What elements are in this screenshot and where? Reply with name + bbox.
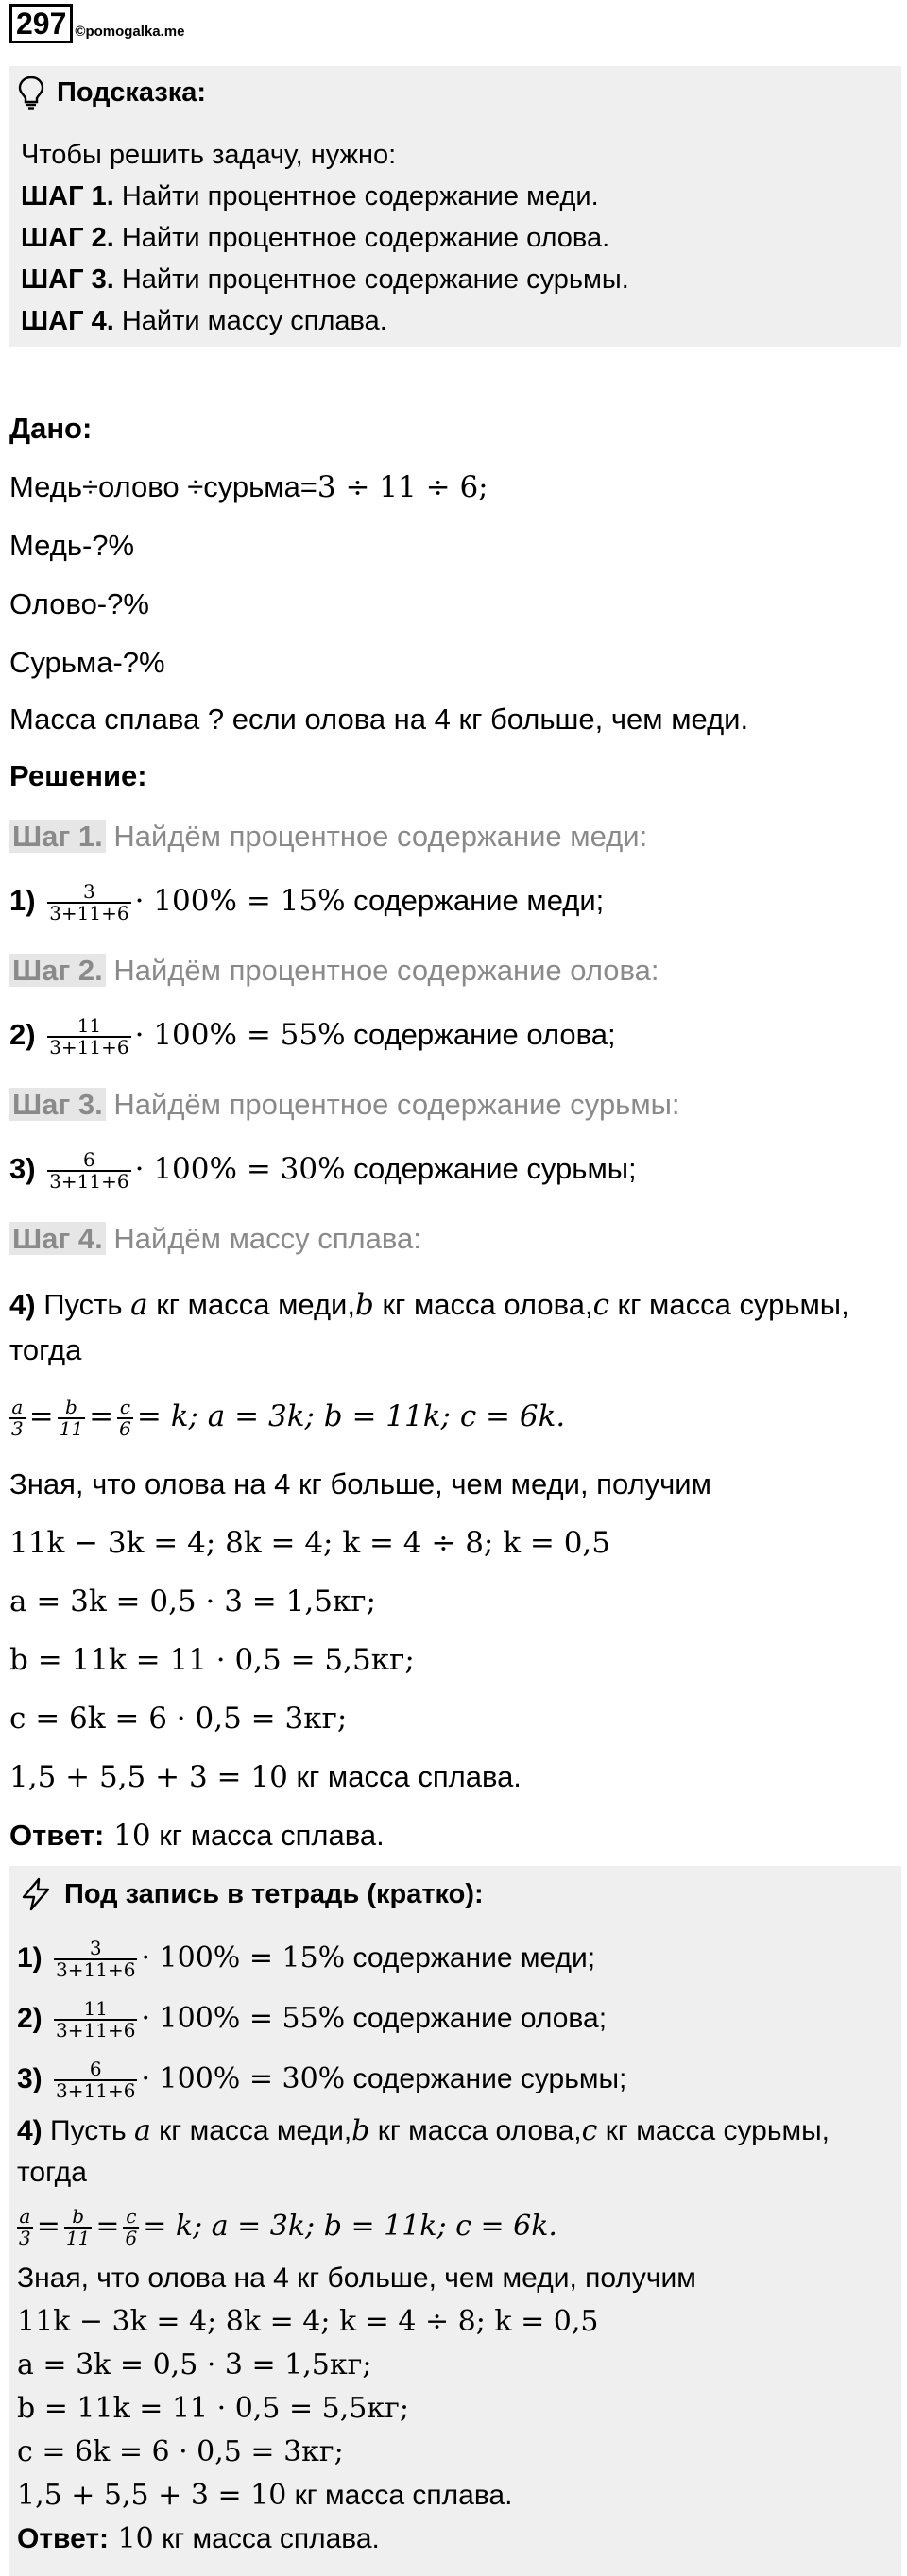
short-calc-1: 1) $\frac{3}{3+11+6}$ · 100% = 15% содержание меди; — [17, 1937, 596, 1982]
knowing-line: Зная, что олова на 4 кг больше, чем меди, получим — [9, 1467, 711, 1500]
calc-3: 3) $\frac{6}{3+11+6}$ · 100% = 30% содержание сурьмы; — [9, 1147, 637, 1193]
short-notes-box — [9, 1866, 901, 2576]
header — [9, 6, 184, 43]
short-equation-a: a = 3k = 0,5 · 3 = 1,5кг; — [17, 2348, 372, 2381]
given-line-antimony: Сурьма-?% — [9, 646, 165, 679]
solution-step-3: Шаг 3. Найдём процентное содержание сурьмы: — [9, 1086, 680, 1124]
equation-a: a = 3k = 0,5 · 3 = 1,5кг; — [9, 1585, 376, 1618]
calc-2: 2) $\frac{11}{3+11+6}$ · 100% = 55% содержание олова; — [9, 1013, 616, 1059]
short-calc-2: 2) $\frac{11}{3+11+6}$ · 100% = 55% содержание олова; — [17, 1997, 608, 2042]
hint-title-text: Подсказка: — [57, 76, 207, 108]
task-number: 297 — [9, 4, 73, 43]
hint-box — [9, 66, 901, 347]
short-equation-sum: 1,5 + 5,5 + 3 = 10 кг масса сплава. — [17, 2479, 513, 2512]
short-proportion: $\frac{a}{3}$ = $\frac{b}{11}$ = $\frac{c}{6}$ = k; a = 3k; b = 11k; c = 6k. — [19, 2205, 557, 2250]
given-question: Масса сплава ? если олова на 4 кг больше, чем меди. — [9, 703, 749, 736]
short-calc-3: 3) $\frac{6}{3+11+6}$ · 100% = 30% содержание сурьмы; — [17, 2058, 627, 2103]
given-line-tin: Олово-?% — [9, 587, 149, 620]
equation-c: c = 6k = 6 · 0,5 = 3кг; — [9, 1702, 348, 1736]
answer: Ответ: 10 кг масса сплава. — [9, 1819, 385, 1853]
hint-intro: Чтобы решить задачу, нужно: — [21, 140, 397, 170]
short-answer: Ответ: 10 кг масса сплава. — [17, 2522, 380, 2555]
equation-b: b = 11k = 11 · 0,5 = 5,5кг; — [9, 1643, 415, 1677]
solution-step-2: Шаг 2. Найдём процентное содержание олова: — [9, 952, 659, 990]
step4-line-1: 4) Пусть a кг масса меди,b кг масса олова,c кг масса сурьмы, — [9, 1288, 849, 1322]
hint-title — [17, 72, 206, 113]
short-equation-c: c = 6k = 6 · 0,5 = 3кг; — [17, 2435, 344, 2468]
short-notes-title: Под запись в тетрадь (кратко): — [19, 1873, 484, 1915]
step4-line-2: тогда — [9, 1333, 82, 1366]
lightning-icon — [19, 1877, 53, 1911]
short-knowing-line: Зная, что олова на 4 кг больше, чем меди, получим — [17, 2262, 696, 2294]
short-step4-line-2: тогда — [17, 2157, 87, 2188]
solution-step-4: Шаг 4. Найдём массу сплава: — [9, 1220, 421, 1258]
given-title: Дано: — [9, 412, 93, 445]
hint-step-2: ШАГ 2. Найти процентное содержание олова. — [21, 223, 610, 253]
solution-title: Решение: — [9, 759, 147, 792]
short-equation-k: 11k − 3k = 4; 8k = 4; k = 4 ÷ 8; k = 0,5 — [17, 2305, 599, 2338]
hint-step-4: ШАГ 4. Найти массу сплава. — [21, 306, 387, 336]
equation-sum: 1,5 + 5,5 + 3 = 10 кг масса сплава. — [9, 1760, 522, 1794]
calc-1: 1) $\frac{3}{3+11+6}$ · 100% = 15% содержание меди; — [9, 879, 605, 924]
solution-step-1: Шаг 1. Найдём процентное содержание меди: — [9, 818, 647, 856]
hint-step-3: ШАГ 3. Найти процентное содержание сурьмы. — [21, 264, 629, 295]
lightbulb-icon — [17, 75, 45, 110]
site-name: ©pomogalka.me — [75, 24, 185, 40]
hint-step-1: ШАГ 1. Найти процентное содержание меди. — [21, 181, 599, 212]
given-line-copper: Медь-?% — [9, 529, 135, 562]
short-step4-line-1: 4) Пусть a кг масса меди,b кг масса олова,c кг масса сурьмы, — [17, 2114, 830, 2147]
given-ratio: Медь÷олово ÷сурьма=3 ÷ 11 ÷ 6; — [9, 470, 488, 504]
short-equation-b: b = 11k = 11 · 0,5 = 5,5кг; — [17, 2392, 409, 2425]
equation-k: 11k − 3k = 4; 8k = 4; k = 4 ÷ 8; k = 0,5 — [9, 1526, 610, 1560]
proportion: $\frac{a}{3}$ = $\frac{b}{11}$ = $\frac{c}{6}$ = k; a = 3k; b = 11k; c = 6k. — [11, 1395, 566, 1440]
